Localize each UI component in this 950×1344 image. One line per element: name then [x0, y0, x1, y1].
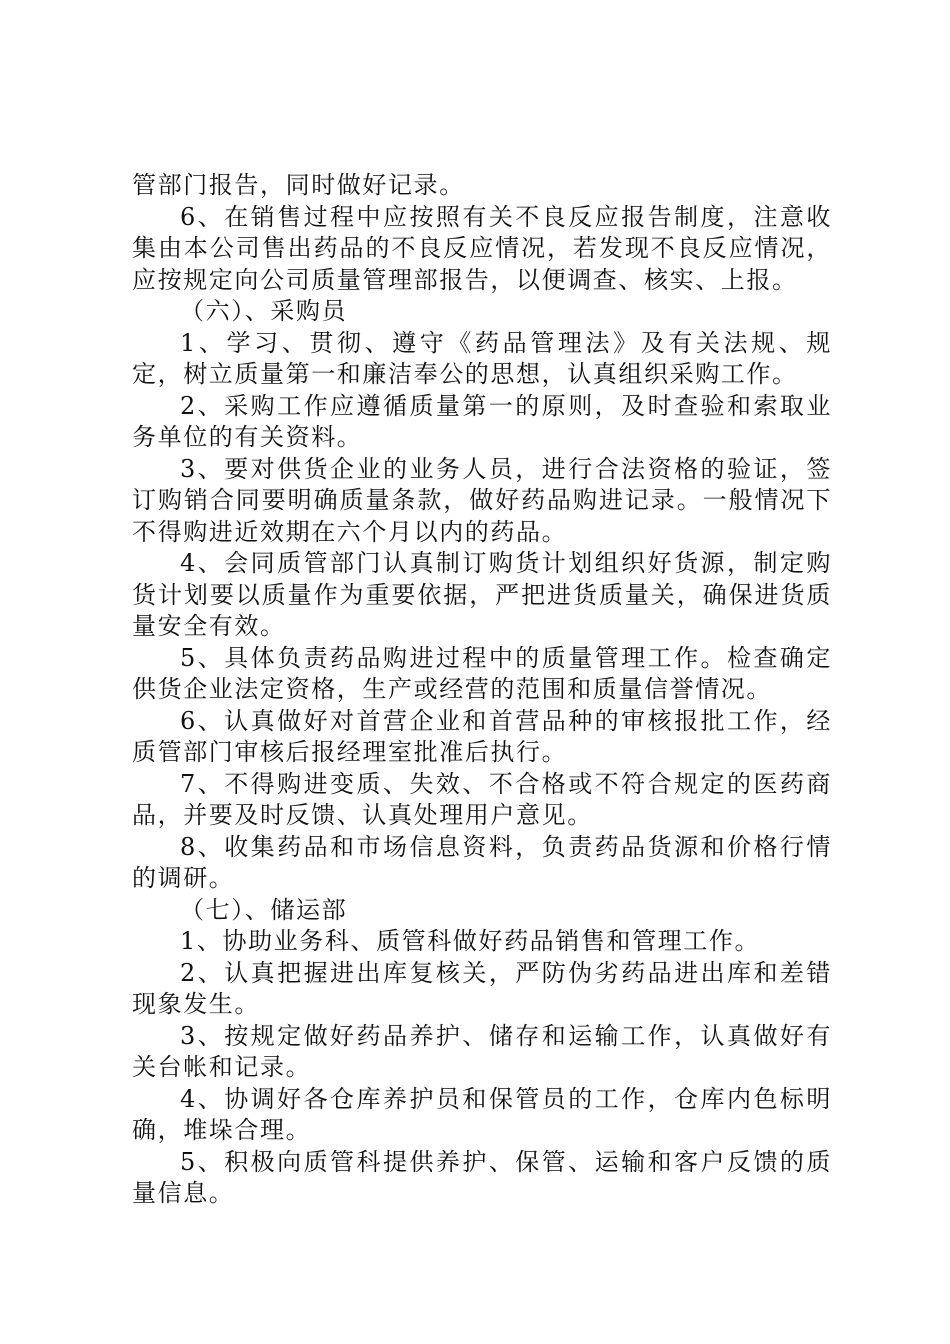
paragraph-item: 6、在销售过程中应按照有关不良反应报告制度，注意收集由本公司售出药品的不良反应情况，若发现不良反应情况，应按规定向公司质量管理部报告，以便调查、核实、上报。 — [132, 202, 832, 294]
paragraph-item: 5、具体负责药品购进过程中的质量管理工作。检查确定供货企业法定资格，生产或经营的范围和质量信誉情况。 — [132, 643, 832, 703]
paragraph-item: 4、协调好各仓库养护员和保管员的工作，仓库内色标明确，堆垛合理。 — [132, 1084, 832, 1144]
paragraph-item: 1、协助业务科、质管科做好药品销售和管理工作。 — [180, 927, 761, 955]
paragraph-item: 3、按规定做好药品养护、储存和运输工作，认真做好有关台帐和记录。 — [132, 1021, 832, 1081]
paragraph-item: 4、会同质管部门认真制订购货计划组织好货源，制定购货计划要以质量作为重要依据，严把进货质量关，确保进货质量安全有效。 — [132, 549, 832, 640]
paragraph-item: 5、积极向质管科提供养护、保管、运输和客户反馈的质量信息。 — [132, 1147, 832, 1207]
document-body — [132, 170, 832, 1210]
paragraph-item: 3、要对供货企业的业务人员，进行合法资格的验证，签订购销合同要明确质量条款，做好药品购进记录。一般情况下不得购进近效期在六个月以内的药品。 — [132, 454, 832, 546]
paragraph-item: 8、收集药品和市场信息资料，负责药品货源和价格行情的调研。 — [132, 832, 832, 892]
section-heading-storage: （七）、储运部 — [180, 895, 348, 924]
paragraph-item: 2、采购工作应遵循质量第一的原则，及时查验和索取业务单位的有关资料。 — [132, 391, 832, 451]
paragraph-item: 2、认真把握进出库复核关，严防伪劣药品进出库和差错现象发生。 — [132, 958, 832, 1018]
paragraph-item: 6、认真做好对首营企业和首营品种的审核报批工作，经质管部门审核后报经理室批准后执行。 — [132, 706, 832, 766]
paragraph-item: 7、不得购进变质、失效、不合格或不符合规定的医药商品，并要及时反馈、认真处理用户意见。 — [132, 769, 832, 829]
section-heading-purchaser: （六）、采购员 — [180, 297, 348, 325]
paragraph-item: 1、学习、贯彻、遵守《药品管理法》及有关法规、规定，树立质量第一和廉洁奉公的思想，认真组织采购工作。 — [132, 328, 832, 388]
paragraph-continuation: 管部门报告，同时做好记录。 — [132, 171, 465, 199]
